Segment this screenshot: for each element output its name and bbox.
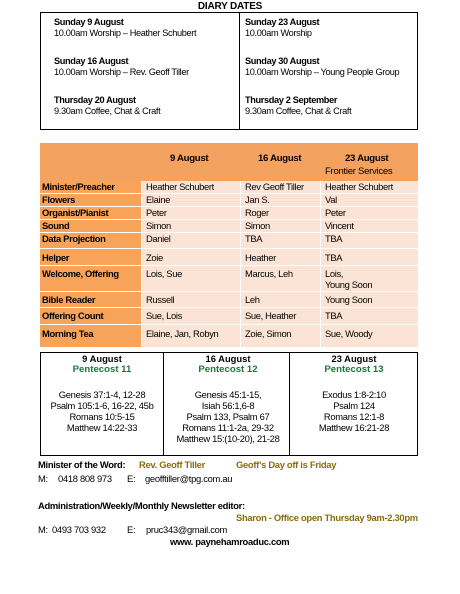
diary-column-left bbox=[54, 17, 239, 134]
roster-cell: Elaine, Jan, Robyn bbox=[146, 328, 219, 339]
roster-cell: Russell bbox=[146, 294, 175, 305]
diary-divider bbox=[239, 12, 240, 130]
admin-phone: 0493 703 932 bbox=[52, 524, 106, 535]
roster-cell: Marcus, Leh bbox=[245, 268, 293, 279]
reading-line: Matthew 14:22-33 bbox=[66, 422, 138, 433]
roster-cell: Zoie, Simon bbox=[245, 328, 292, 339]
diary-date: Sunday 30 August bbox=[245, 56, 320, 66]
roster-cell: Peter bbox=[325, 207, 346, 218]
roster-cell: Elaine bbox=[146, 194, 170, 205]
email-label: E: bbox=[127, 524, 136, 535]
minister-name: Rev. Geoff Tiller bbox=[139, 459, 205, 470]
diary-detail: 9.30am Coffee, Chat & Craft bbox=[245, 106, 352, 116]
roster-cell: Sue, Heather bbox=[245, 310, 297, 321]
table-row bbox=[40, 233, 418, 249]
day-off-note: Geoff’s Day off is Friday bbox=[236, 459, 337, 470]
mobile-label: M: bbox=[38, 473, 48, 484]
reading-line: Romans 11:1-2a, 29-32 bbox=[182, 422, 274, 433]
reading-line: Matthew 16:21-28 bbox=[318, 422, 390, 433]
readings-date: 23 August bbox=[331, 353, 377, 364]
reading-line: Genesis 45:1-15, bbox=[194, 389, 262, 400]
readings-date: 9 August bbox=[82, 353, 122, 364]
office-hours: Sharon - Office open Thursday 9am-2.30pm bbox=[236, 512, 418, 523]
roster-cell: Zoie bbox=[146, 252, 163, 263]
reading-line: Psalm 124 bbox=[333, 400, 375, 411]
roster-cell: Vincent bbox=[325, 220, 354, 231]
roster-cell: Jan S. bbox=[245, 194, 270, 205]
table-row bbox=[40, 220, 418, 233]
roster-role: Data Projection bbox=[40, 233, 141, 249]
reading-line: Genesis 37:1-4, 12-28 bbox=[58, 389, 146, 400]
roster-table bbox=[40, 143, 418, 347]
reading-line: Exodus 1:8-2:10 bbox=[322, 389, 386, 400]
roster-cell: Heather Schubert bbox=[325, 181, 393, 192]
roster-cell: Simon bbox=[245, 220, 270, 231]
readings-week: Pentecost 12 bbox=[198, 364, 258, 375]
roster-cell-line: Young Soon bbox=[325, 279, 373, 290]
roster-cell: Sue, Lois bbox=[146, 310, 182, 321]
roster-cell: Roger bbox=[245, 207, 269, 218]
roster-role: Organist/Pianist bbox=[40, 207, 141, 220]
table-row bbox=[40, 266, 418, 292]
diary-detail: 10.00am Worship – Rev. Geoff Tiller bbox=[54, 67, 189, 77]
roster-role: Welcome, Offering bbox=[40, 266, 141, 292]
diary-date: Thursday 20 August bbox=[54, 95, 136, 105]
roster-cell: TBA bbox=[245, 233, 263, 244]
column-divider bbox=[141, 181, 142, 347]
email-label: E: bbox=[127, 473, 136, 484]
readings-list bbox=[292, 389, 416, 433]
roster-cell: TBA bbox=[325, 310, 343, 321]
diary-entry bbox=[54, 95, 239, 134]
admin-email-link[interactable]: pruc343@gmail.com bbox=[146, 524, 228, 535]
reading-line: Romans 12:1-8 bbox=[323, 411, 385, 422]
roster-header bbox=[40, 143, 418, 181]
table-row bbox=[40, 181, 418, 194]
table-row bbox=[40, 308, 418, 325]
readings-list bbox=[40, 389, 164, 433]
roster-role: Minister/Preacher bbox=[40, 181, 141, 194]
diary-title: DIARY DATES bbox=[197, 1, 263, 12]
table-row bbox=[40, 249, 418, 266]
roster-cell: Leh bbox=[245, 294, 260, 305]
roster-role: Bible Reader bbox=[40, 292, 141, 308]
mobile-label: M: bbox=[38, 524, 48, 535]
column-divider bbox=[320, 181, 321, 347]
diary-date: Sunday 9 August bbox=[54, 17, 124, 27]
roster-cell: Simon bbox=[146, 220, 171, 231]
website-link[interactable]: www. paynehamroaduc.com bbox=[170, 536, 290, 547]
diary-date: Thursday 2 September bbox=[245, 95, 338, 105]
reading-line: Psalm 105:1-6, 16-22, 45b bbox=[50, 400, 154, 411]
roster-role: Helper bbox=[40, 249, 141, 266]
admin-label: Administration/Weekly/Monthly Newsletter editor: bbox=[38, 500, 245, 511]
roster-cell: Val bbox=[325, 194, 337, 205]
diary-detail: 9.30am Coffee, Chat & Craft bbox=[54, 106, 161, 116]
roster-cell: TBA bbox=[325, 233, 343, 244]
diary-detail: 10.00am Worship – Young People Group bbox=[245, 67, 400, 77]
diary-column-right bbox=[245, 17, 430, 134]
diary-entry bbox=[245, 56, 430, 95]
diary-entry bbox=[245, 95, 430, 134]
readings-column bbox=[166, 353, 290, 444]
minister-email-link[interactable]: geofftiller@tpg.com.au bbox=[145, 473, 233, 484]
diary-detail: 10.00am Worship bbox=[245, 28, 312, 38]
readings-week: Pentecost 11 bbox=[72, 364, 132, 375]
roster-cell-multiline bbox=[325, 266, 372, 290]
roster-cell: Peter bbox=[146, 207, 167, 218]
reading-line: Matthew 15:(10-20), 21-28 bbox=[176, 433, 280, 444]
readings-column bbox=[40, 353, 164, 433]
diary-date: Sunday 16 August bbox=[54, 56, 129, 66]
readings-list bbox=[166, 389, 290, 444]
reading-line: Isiah 56:1,6-8 bbox=[201, 400, 255, 411]
roster-cell: Young Soon bbox=[325, 294, 373, 305]
table-row bbox=[40, 325, 418, 347]
table-row bbox=[40, 194, 418, 207]
readings-column bbox=[292, 353, 416, 433]
reading-line: Romans 10:5-15 bbox=[69, 411, 135, 422]
roster-header-date: 23 August bbox=[345, 153, 389, 164]
roster-role: Offering Count bbox=[40, 308, 141, 325]
diary-date: Sunday 23 August bbox=[245, 17, 320, 27]
table-row bbox=[40, 292, 418, 308]
readings-week: Pentecost 13 bbox=[324, 364, 384, 375]
readings-date: 16 August bbox=[205, 353, 251, 364]
roster-role: Sound bbox=[40, 220, 141, 233]
diary-entry bbox=[54, 56, 239, 95]
roster-header-date: 9 August bbox=[170, 153, 209, 164]
minister-label: Minister of the Word: bbox=[38, 459, 126, 470]
roster-header-date: 16 August bbox=[258, 153, 302, 164]
minister-phone: 0418 808 973 bbox=[58, 473, 112, 484]
reading-line: Psalm 133, Psalm 67 bbox=[186, 411, 270, 422]
roster-cell: Daniel bbox=[146, 233, 171, 244]
roster-cell: Heather Schubert bbox=[146, 181, 214, 192]
roster-cell: Rev Geoff Tiller bbox=[245, 181, 304, 192]
roster-role: Flowers bbox=[40, 194, 141, 207]
roster-header-subtitle: Frontier Services bbox=[325, 166, 393, 177]
table-row bbox=[40, 207, 418, 220]
roster-cell: Heather bbox=[245, 252, 276, 263]
roster-cell: Sue, Woody bbox=[325, 328, 373, 339]
roster-cell: Lois, Sue bbox=[146, 268, 182, 279]
roster-cell-line: Lois, bbox=[325, 268, 344, 279]
roster-role: Morning Tea bbox=[40, 325, 141, 347]
diary-detail: 10.00am Worship – Heather Schubert bbox=[54, 28, 197, 38]
diary-entry bbox=[54, 17, 239, 56]
column-divider bbox=[240, 181, 241, 347]
diary-entry bbox=[245, 17, 430, 56]
roster-cell: TBA bbox=[325, 252, 343, 263]
